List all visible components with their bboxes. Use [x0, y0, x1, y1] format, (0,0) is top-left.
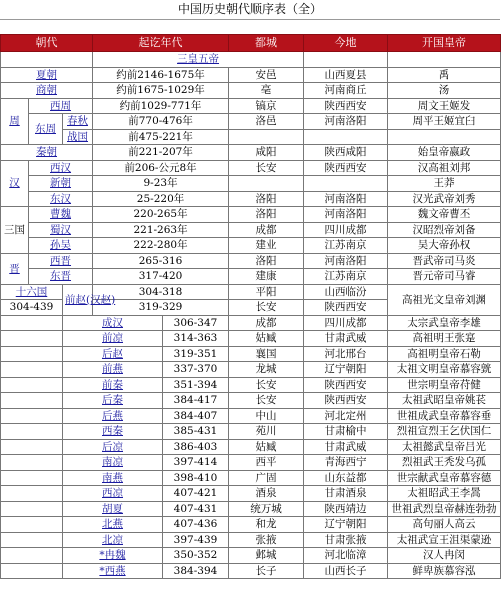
dynasty-link[interactable]: 后燕: [63, 408, 163, 424]
group-jin[interactable]: 晋: [1, 253, 29, 284]
dynasty-link[interactable]: 成汉: [63, 315, 163, 331]
table-row: 胡夏 407-431 统万城 陕西靖边 世祖武烈皇帝赫连勃勃: [1, 501, 501, 517]
dynasty-link[interactable]: 后赵: [63, 346, 163, 362]
header-row: [1, 35, 501, 52]
table-row: 汉 西汉 前206-公元8年 长安 陕西西安 汉高祖刘邦: [1, 160, 501, 176]
table-row: 304-439 319-329 长安 陕西西安: [1, 300, 501, 316]
dynasty-link[interactable]: 商朝: [1, 83, 93, 99]
dynasty-link[interactable]: 夏朝: [1, 67, 93, 83]
table-row: 南燕 398-410 广固 山东益都 世宗献武皇帝慕容德: [1, 470, 501, 486]
dynasty-link[interactable]: 南燕: [63, 470, 163, 486]
table-row: 夏朝 约前2146-1675年 安邑 山西夏县 禹: [1, 67, 501, 83]
table-row: 前秦 351-394 长安 陕西西安 世宗明皇帝苻健: [1, 377, 501, 393]
table-row: 新朝 9-23年 王莽: [1, 176, 501, 192]
table-row: 成汉 306-347 成都 四川成都 太宗武皇帝李雄: [1, 315, 501, 331]
table-row: 后燕 384-407 中山 河北定州 世祖成武皇帝慕容垂: [1, 408, 501, 424]
dynasty-link[interactable]: 北凉: [63, 532, 163, 548]
dynasty-link[interactable]: 蜀汉: [29, 222, 93, 238]
table-row: 后赵 319-351 襄国 河北邢台 高祖明皇帝石勒: [1, 346, 501, 362]
table-row: 后秦 384-417 长安 陕西西安 太祖武昭皇帝姚苌: [1, 393, 501, 409]
dynasty-link[interactable]: *冉魏: [63, 548, 163, 564]
table-row: 前凉 314-363 姑臧 甘肃武威 高祖明王张寔: [1, 331, 501, 347]
dynasty-link[interactable]: 西周: [29, 98, 93, 114]
table-row: 东晋 317-420 建康 江苏南京 晋元帝司马睿: [1, 269, 501, 285]
dynasty-table: [0, 34, 501, 316]
group-shiliuguo[interactable]: 十六国: [1, 284, 63, 300]
dynasty-link[interactable]: 西秦: [63, 424, 163, 440]
dynasty-link[interactable]: 前秦: [63, 377, 163, 393]
dynasty-link[interactable]: 新朝: [29, 176, 93, 192]
table-row: 北燕 407-436 和龙 辽宁朝阳 高句丽人高云: [1, 517, 501, 533]
dynasty-link[interactable]: 西汉: [29, 160, 93, 176]
period-link[interactable]: 战国: [63, 129, 93, 145]
dynasty-link[interactable]: 东汉: [29, 191, 93, 207]
table-row: 北凉 397-439 张掖 甘肃张掖 太祖武宣王沮渠蒙逊: [1, 532, 501, 548]
table-row: *西燕 384-394 长子 山西长子 鲜卑族慕容泓: [1, 563, 501, 579]
table-row: 东汉 25-220年 洛阳 河南洛阳 汉光武帝刘秀: [1, 191, 501, 207]
table-row: 商朝 约前1675-1029年 亳 河南商丘 汤: [1, 83, 501, 99]
header-founder: 开国皇帝: [388, 35, 501, 52]
dynasty-link[interactable]: 西晋: [29, 253, 93, 269]
dynasty-link[interactable]: *西燕: [63, 563, 163, 579]
table-row: 西凉 407-421 酒泉 甘肃酒泉 太祖昭武王李暠: [1, 486, 501, 502]
dynasty-link[interactable]: 南凉: [63, 455, 163, 471]
header-place: 今地: [304, 35, 388, 52]
section-link[interactable]: 三皇五帝: [93, 52, 304, 68]
table-row: 西秦 385-431 苑川 甘肃榆中 烈祖宣烈王乞伏国仁: [1, 424, 501, 440]
spacer: [0, 20, 500, 34]
header-dynasty: 朝代: [1, 35, 93, 52]
section-row: [1, 52, 501, 68]
dynasty-link[interactable]: 后凉: [63, 439, 163, 455]
group-shiliuguo-years: 304-439: [1, 300, 63, 316]
table-row: 东周 春秋 前770-476年 洛邑 河南洛阳 周平王姬宜臼: [1, 114, 501, 130]
period-link[interactable]: 春秋: [63, 114, 93, 130]
header-years: 起讫年代: [93, 35, 229, 52]
table-row: 战国 前475-221年: [1, 129, 501, 145]
dynasty-link[interactable]: 曹魏: [29, 207, 93, 223]
table-row: 蜀汉 221-263年 成都 四川成都 汉昭烈帝刘备: [1, 222, 501, 238]
dynasty-link[interactable]: 前凉: [63, 331, 163, 347]
group-han[interactable]: 汉: [1, 160, 29, 207]
sixteen-kingdoms-table: [0, 315, 501, 580]
dynasty-link[interactable]: 前燕: [63, 362, 163, 378]
page-title: 中国历史朝代顺序表（全）: [0, 0, 500, 20]
dynasty-link[interactable]: 后秦: [63, 393, 163, 409]
dynasty-link[interactable]: 胡夏: [63, 501, 163, 517]
dynasty-link[interactable]: 北燕: [63, 517, 163, 533]
table-row: 三国 曹魏 220-265年 洛阳 河南洛阳 魏文帝曹丕: [1, 207, 501, 223]
table-row: *冉魏 350-352 邺城 河北临漳 汉人冉闵: [1, 548, 501, 564]
group-zhou[interactable]: 周: [1, 98, 29, 145]
table-row: 晋 西晋 265-316 洛阳 河南洛阳 晋武帝司马炎: [1, 253, 501, 269]
dynasty-link[interactable]: 东周: [29, 114, 63, 145]
dynasty-link[interactable]: 秦朝: [1, 145, 93, 161]
table-row: 南凉 397-414 西平 青海西宁 烈祖武王秃发乌孤: [1, 455, 501, 471]
dynasty-link[interactable]: 前赵(汉赵): [63, 284, 93, 315]
table-row: 秦朝 前221-207年 咸阳 陕西咸阳 始皇帝嬴政: [1, 145, 501, 161]
dynasty-link[interactable]: 孙吴: [29, 238, 93, 254]
table-row: 十六国 前赵(汉赵) 304-318 平阳 山西临汾 高祖光文皇帝刘渊: [1, 284, 501, 300]
header-capital: 都城: [229, 35, 304, 52]
group-sanguo: 三国: [1, 207, 29, 254]
dynasty-link[interactable]: 西凉: [63, 486, 163, 502]
dynasty-link[interactable]: 东晋: [29, 269, 93, 285]
table-row: 孙吴 222-280年 建业 江苏南京 吴大帝孙权: [1, 238, 501, 254]
table-row: 前燕 337-370 龙城 辽宁朝阳 太祖文明皇帝慕容皝: [1, 362, 501, 378]
table-row: 后凉 386-403 姑臧 甘肃武威 太祖懿武皇帝吕光: [1, 439, 501, 455]
table-row: 周 西周 约前1029-771年 镐京 陕西西安 周文王姬发: [1, 98, 501, 114]
